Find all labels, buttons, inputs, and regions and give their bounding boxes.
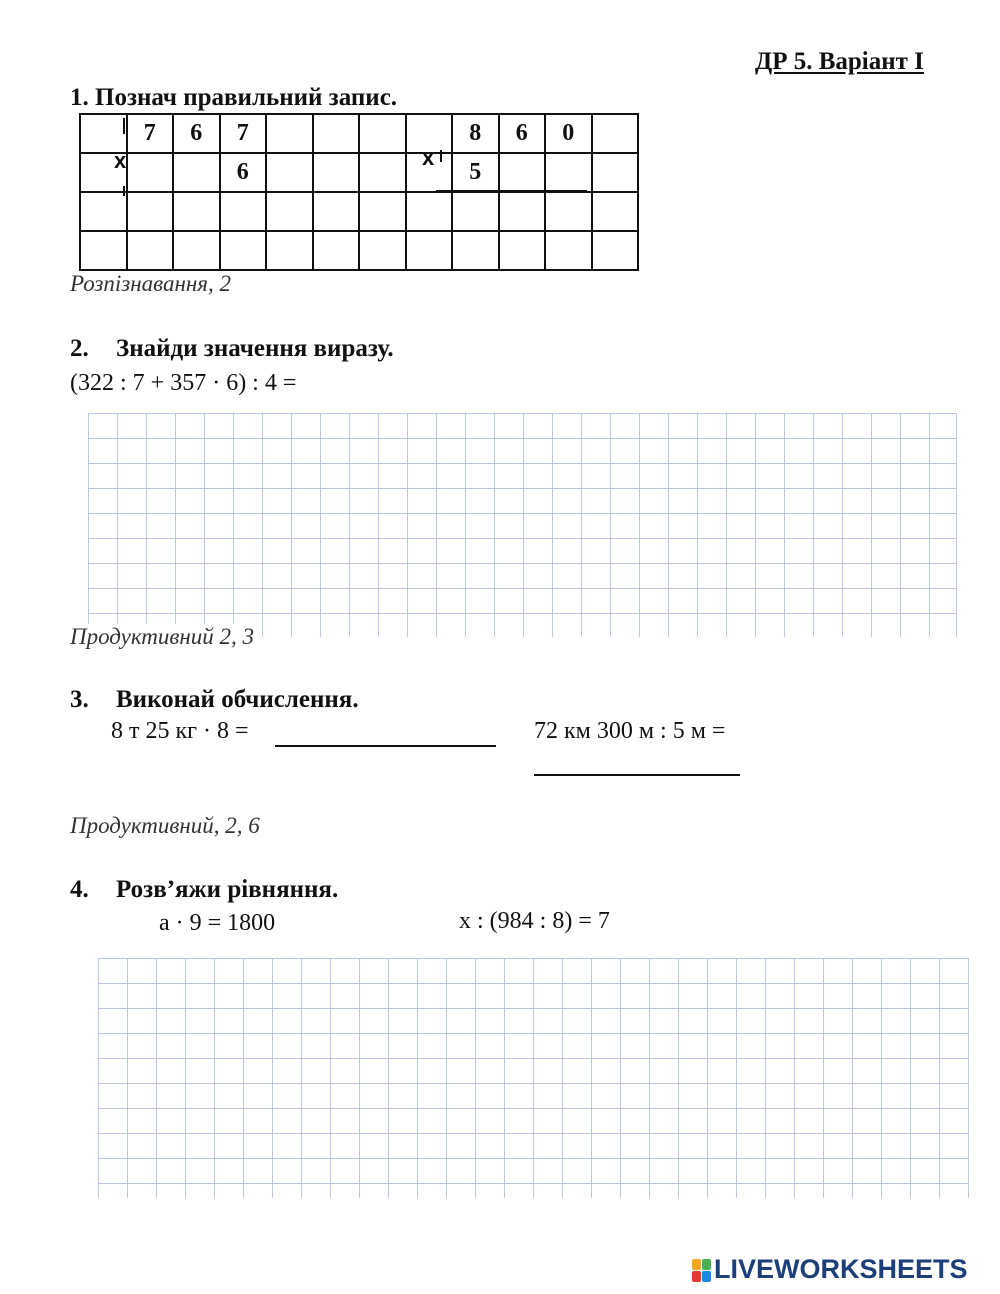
grid-cell: 6 — [220, 153, 267, 192]
tick-mark — [123, 186, 125, 196]
grid-cell — [313, 114, 360, 153]
task4-heading — [70, 876, 338, 904]
grid-cell: 7 — [220, 114, 267, 153]
task4-equation-2: х : (984 : 8) = 7 — [459, 908, 610, 934]
task1-heading: 1. Познач правильний запис. — [70, 84, 398, 111]
grid-cell — [592, 114, 639, 153]
task3-expression-1: 8 т 25 кг · 8 = — [111, 718, 249, 744]
multiply-sign-right: x — [422, 145, 435, 170]
task3-number: 3. — [70, 686, 89, 713]
task3-heading — [70, 686, 359, 714]
grid-cell — [359, 153, 406, 192]
tick-mark — [440, 150, 442, 162]
task4-title: Розв’яжи рівняння. — [116, 876, 339, 903]
task2-note: Продуктивний 2, 3 — [70, 624, 258, 650]
grid-cell[interactable] — [592, 192, 639, 231]
grid-cell: 6 — [173, 114, 220, 153]
task3-title: Виконай обчислення. — [116, 686, 359, 713]
grid-cell[interactable] — [359, 231, 406, 270]
task2-expression: (322 : 7 + 357 · 6) : 4 = — [70, 370, 297, 396]
brand-name: LIVEWORKSHEETS — [714, 1254, 968, 1284]
logo-icon — [692, 1259, 710, 1281]
grid-cell: 8 — [452, 114, 499, 153]
result-rule-right — [436, 190, 587, 192]
graph-paper-task4[interactable] — [98, 958, 969, 1198]
grid-cell[interactable] — [220, 231, 267, 270]
grid-cell[interactable] — [313, 231, 360, 270]
grid-cell[interactable] — [80, 231, 127, 270]
grid-cell[interactable] — [266, 231, 313, 270]
grid-cell[interactable] — [406, 192, 453, 231]
grid-cell[interactable] — [173, 231, 220, 270]
logo-square — [692, 1271, 701, 1282]
multiply-sign-left: x — [114, 148, 127, 173]
grid-cell — [127, 153, 174, 192]
graph-paper-task2[interactable] — [88, 413, 957, 637]
grid-cell[interactable] — [406, 231, 453, 270]
grid-cell — [499, 153, 546, 192]
grid-cell — [359, 114, 406, 153]
task4-equation-1: а · 9 = 1800 — [159, 910, 276, 936]
grid-cell[interactable] — [499, 192, 546, 231]
grid-cell[interactable] — [80, 192, 127, 231]
task3-note: Продуктивний, 2, 6 — [70, 813, 260, 838]
grid-cell[interactable] — [545, 231, 592, 270]
grid-cell[interactable] — [173, 192, 220, 231]
grid-cell[interactable] — [266, 192, 313, 231]
grid-cell: 6 — [499, 114, 546, 153]
grid-cell: 5 — [452, 153, 499, 192]
task4-number: 4. — [70, 876, 89, 903]
grid-cell[interactable] — [127, 231, 174, 270]
grid-cell — [313, 153, 360, 192]
logo-square — [692, 1259, 701, 1270]
answer-line-1[interactable] — [275, 745, 496, 747]
variant-title: ДР 5. Варіант І — [755, 48, 924, 75]
task3-expression-2: 72 км 300 м : 5 м = — [534, 718, 726, 744]
task1-note: Розпізнавання, 2 — [70, 271, 231, 296]
grid-cell[interactable] — [220, 192, 267, 231]
grid-cell — [266, 153, 313, 192]
liveworksheets-logo — [692, 1254, 968, 1285]
logo-square — [702, 1271, 711, 1282]
grid-cell[interactable] — [592, 231, 639, 270]
grid-cell: 0 — [545, 114, 592, 153]
tick-mark — [123, 118, 125, 134]
result-rule-left — [124, 191, 277, 193]
task2-title: Знайди значення виразу. — [116, 335, 394, 362]
task2-heading — [70, 335, 394, 363]
grid-cell[interactable] — [313, 192, 360, 231]
logo-square — [702, 1259, 711, 1270]
grid-cell: 7 — [127, 114, 174, 153]
grid-cell[interactable] — [127, 192, 174, 231]
grid-cell[interactable] — [452, 231, 499, 270]
grid-cell[interactable] — [545, 192, 592, 231]
answer-line-2[interactable] — [534, 774, 740, 776]
grid-cell[interactable] — [452, 192, 499, 231]
grid-cell — [173, 153, 220, 192]
grid-cell[interactable] — [499, 231, 546, 270]
task2-number: 2. — [70, 335, 89, 362]
grid-cell — [266, 114, 313, 153]
grid-cell[interactable] — [359, 192, 406, 231]
grid-cell — [592, 153, 639, 192]
grid-cell — [545, 153, 592, 192]
